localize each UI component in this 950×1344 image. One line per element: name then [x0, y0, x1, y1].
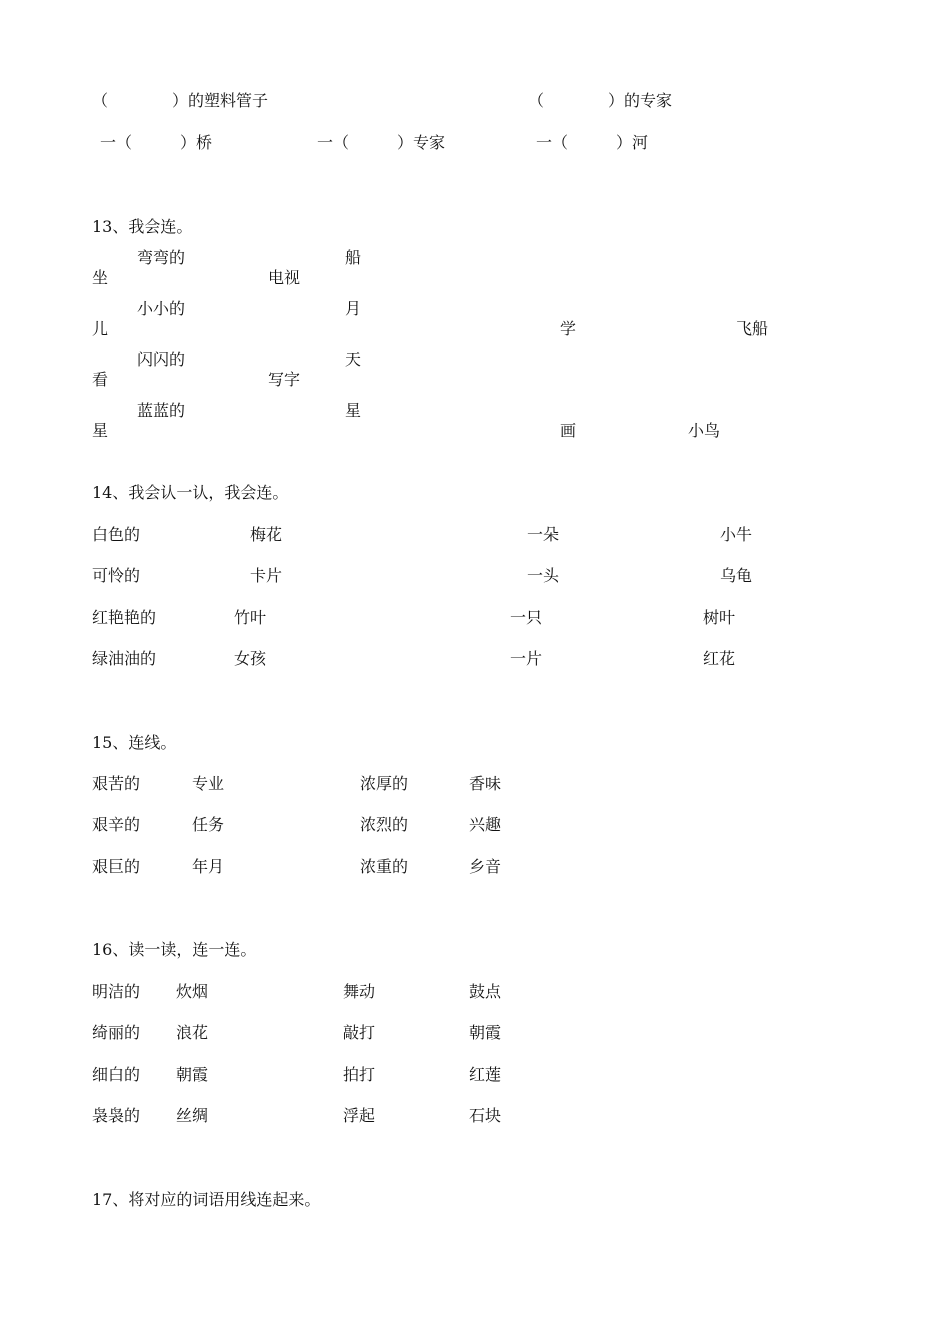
q16-verb: 拍打 — [343, 1065, 376, 1084]
q16-verb: 浮起 — [343, 1106, 376, 1125]
q13-right-noun: 小鸟 — [688, 421, 721, 440]
q16-verb: 敲打 — [343, 1023, 376, 1042]
q16-noun: 浪花 — [176, 1023, 209, 1042]
q14-object: 乌龟 — [720, 566, 753, 585]
q14-quantifier: 一头 — [527, 566, 560, 585]
q14-object: 红花 — [703, 649, 736, 668]
q16-adj: 细白的 — [92, 1065, 141, 1084]
q13-adj: 弯弯的 — [137, 248, 186, 267]
q13-verb: 星 — [92, 421, 109, 440]
q13-verb: 儿 — [92, 319, 109, 338]
q16-adj: 明洁的 — [92, 982, 141, 1001]
q16-object: 鼓点 — [469, 982, 502, 1001]
q14-adj: 可怜的 — [92, 566, 141, 585]
q17-title: 17、将对应的词语用线连起来。 — [92, 1190, 321, 1209]
q15-noun: 年月 — [192, 857, 225, 876]
q14-object: 小牛 — [720, 525, 753, 544]
q13-noun: 星 — [345, 401, 362, 420]
q15-adj: 浓厚的 — [360, 774, 409, 793]
fill-blank-bridge: 一（ ）桥 — [100, 133, 213, 152]
q16-adj: 绮丽的 — [92, 1023, 141, 1042]
fill-blank-plastic-pipe: （ ）的塑料管子 — [92, 91, 269, 110]
q15-noun: 乡音 — [469, 857, 502, 876]
q15-noun: 专业 — [192, 774, 225, 793]
q13-right-noun: 飞船 — [736, 319, 769, 338]
q14-noun: 竹叶 — [234, 608, 267, 627]
q13-adj: 蓝蓝的 — [137, 401, 186, 420]
q15-noun: 兴趣 — [469, 815, 502, 834]
q14-noun: 梅花 — [250, 525, 283, 544]
q14-noun: 女孩 — [234, 649, 267, 668]
q13-noun: 月 — [345, 299, 362, 318]
q13-right-verb: 画 — [560, 421, 577, 440]
q15-adj: 艰辛的 — [92, 815, 141, 834]
q15-title: 15、连线。 — [92, 733, 177, 752]
q15-adj: 艰苦的 — [92, 774, 141, 793]
q15-adj: 浓重的 — [360, 857, 409, 876]
q16-object: 朝霞 — [469, 1023, 502, 1042]
q13-verb: 坐 — [92, 268, 109, 287]
q16-verb: 舞动 — [343, 982, 376, 1001]
q13-verb: 看 — [92, 370, 109, 389]
q16-object: 石块 — [469, 1106, 502, 1125]
q13-adj: 小小的 — [137, 299, 186, 318]
q14-quantifier: 一片 — [510, 649, 543, 668]
q14-object: 树叶 — [703, 608, 736, 627]
q15-adj: 浓烈的 — [360, 815, 409, 834]
fill-blank-expert: （ ）的专家 — [528, 91, 673, 110]
q16-noun: 朝霞 — [176, 1065, 209, 1084]
q13-object: 电视 — [268, 268, 301, 287]
q14-quantifier: 一只 — [510, 608, 543, 627]
q16-noun: 炊烟 — [176, 982, 209, 1001]
q13-adj: 闪闪的 — [137, 350, 186, 369]
q13-object: 写字 — [268, 370, 301, 389]
q16-adj: 袅袅的 — [92, 1106, 141, 1125]
q14-quantifier: 一朵 — [527, 525, 560, 544]
q15-noun: 任务 — [192, 815, 225, 834]
q13-noun: 天 — [345, 350, 362, 369]
fill-blank-one-expert: 一（ ）专家 — [317, 133, 446, 152]
q14-adj: 绿油油的 — [92, 649, 157, 668]
q13-right-verb: 学 — [560, 319, 577, 338]
q13-title: 13、我会连。 — [92, 217, 193, 236]
q16-object: 红莲 — [469, 1065, 502, 1084]
q16-noun: 丝绸 — [176, 1106, 209, 1125]
q16-title: 16、读一读，连一连。 — [92, 940, 257, 959]
q13-noun: 船 — [345, 248, 362, 267]
q14-title: 14、我会认一认，我会连。 — [92, 483, 289, 502]
fill-blank-river: 一（ ）河 — [536, 133, 649, 152]
q15-adj: 艰巨的 — [92, 857, 141, 876]
q15-noun: 香味 — [469, 774, 502, 793]
q14-noun: 卡片 — [250, 566, 283, 585]
q14-adj: 白色的 — [92, 525, 141, 544]
q14-adj: 红艳艳的 — [92, 608, 157, 627]
